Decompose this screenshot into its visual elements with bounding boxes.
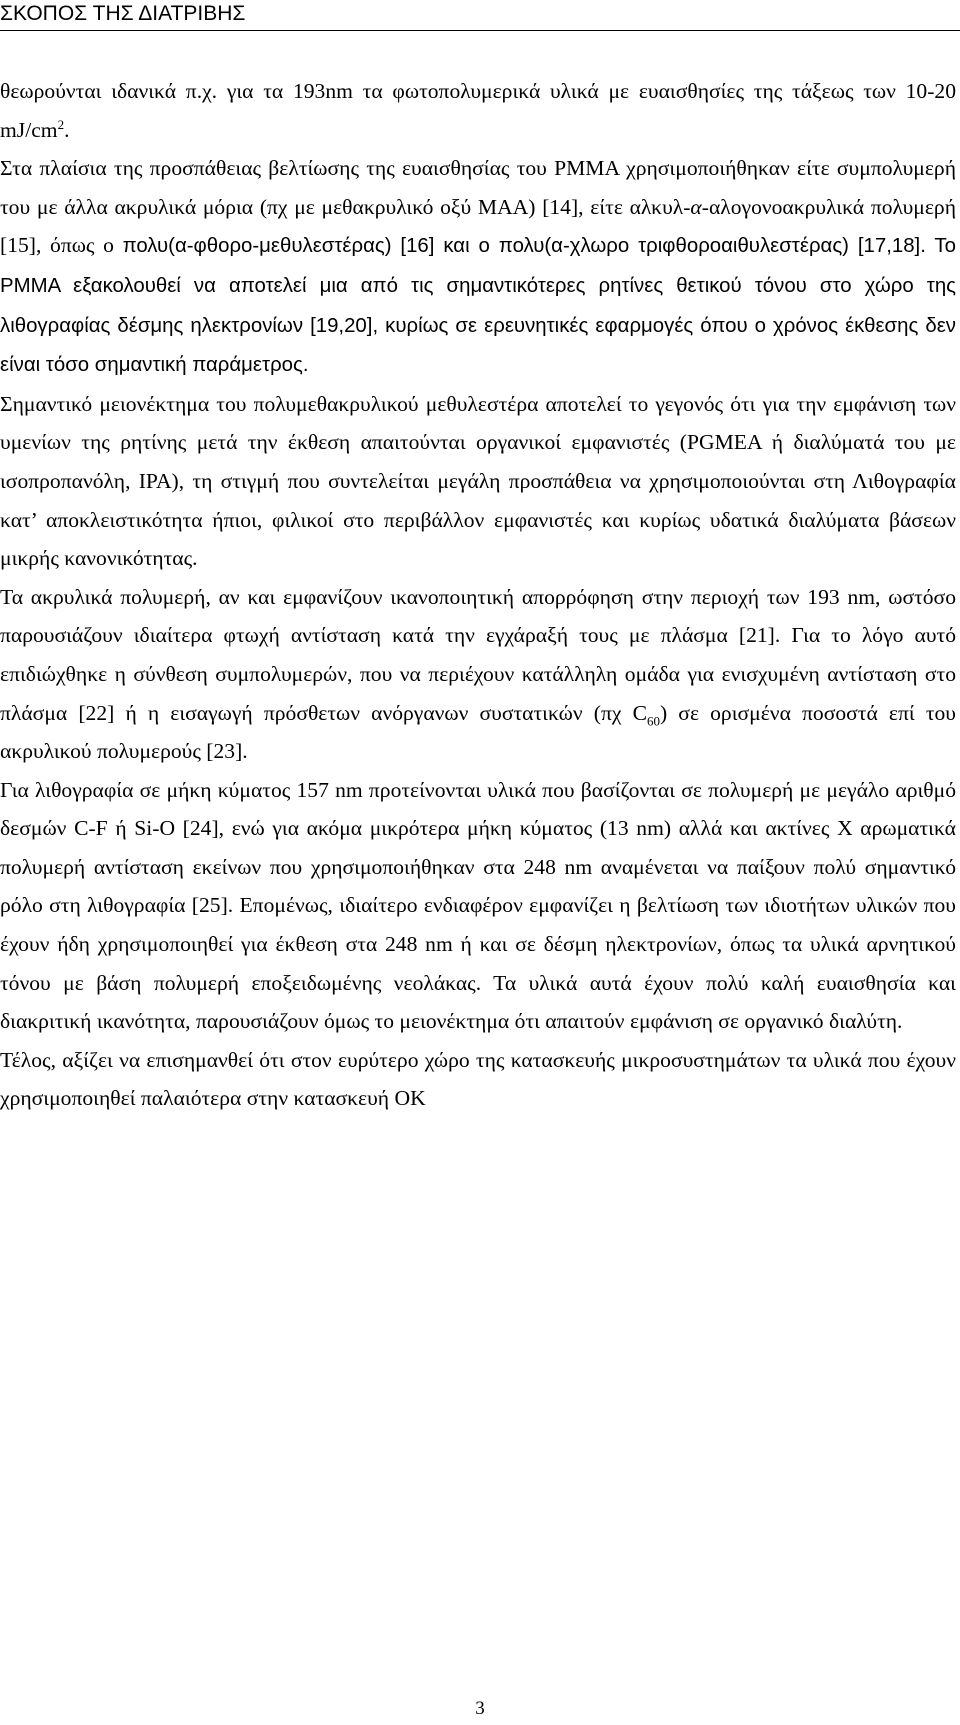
header-rule — [0, 30, 960, 31]
paragraph-2 — [0, 149, 956, 385]
paragraph-3 — [0, 385, 956, 578]
paragraph-4-end: ) σε ορισμένα ποσοστά επί του ακρυλικού πολυμερούς [23]. — [0, 700, 956, 764]
header-title: ΣΚΟΠΟΣ ΤΗΣ ΔΙΑΤΡΙΒΗΣ — [0, 2, 246, 25]
alpha-symbol: α — [690, 194, 702, 219]
paragraph-4 — [0, 578, 956, 771]
paragraph-2-sans-text: πολυ(α-φθορο-μεθυλεστέρας) [16] και ο πολυ(α-χλωρο τριφθοροαιθυλεστέρας) [17,18]. Το PMMA εξακολουθεί να αποτελεί μια από τις σημαντικότερες ρητίνες θετικού τόνου στο χώρο της λιθογραφίας δέσμης ηλεκτρονίων [19,20], κυρίως σε ερευνητικές εφαρμογές όπου ο χρόνος έκθεσης δεν είναι τόσο σημαντική παράμετρος. — [0, 235, 956, 377]
paragraph-6-text: Τέλος, αξίζει να επισημανθεί ότι στον ευρύτερο χώρο της κατασκευής μικροσυστημάτων τα υλικά που έχουν χρησιμοποιηθεί παλαιότερα στην κατασκευή ΟΚ — [0, 1047, 956, 1111]
page-number: 3 — [475, 1698, 485, 1719]
paragraph-4-text: Τα ακρυλικά πολυμερή, αν και εμφανίζουν ικανοποιητική απορρόφηση στην περιοχή των 193 nm, ωστόσο παρουσιάζουν ιδιαίτερα φτωχή αντίσταση κατά την εγχάραξή τους με πλάσμα [21]. Για το λόγο αυτό επιδιώχθηκε η σύνθεση συμπολυμερών, που να περιέχουν κατάλληλη ομάδα για ενισχυμένη αντίσταση στο πλάσμα [22] ή η εισαγωγή πρόσθετων ανόργανων συστατικών (πχ C — [0, 584, 956, 725]
paragraph-2-text-b: -αλογονοακρυλικά πολυμερή [15], όπως ο — [0, 194, 957, 258]
paragraph-5-text: Για λιθογραφία σε μήκη κύματος 157 nm προτείνονται υλικά που βασίζονται σε πολυμερή με μεγάλο αριθμό δεσμών C-F ή Si-O [24], ενώ για ακόμα μικρότερα μήκη κύματος (13 nm) αλλά και ακτίνες Χ αρωματικά πολυμερή αντίσταση εκείνων που χρησιμοποιήθηκαν στα 248 nm αναμένεται να παίξουν πολύ σημαντικό ρόλο στη λιθογραφία [25]. Επομένως, ιδιαίτερο ενδιαφέρον εμφανίζει η βελτίωση των ιδιοτήτων υλικών που έχουν ήδη χρησιμοποιηθεί για έκθεση στα 248 nm ή και σε δέσμη ηλεκτρονίων, όπως τα υλικά αρνητικού τόνου με βάση πολυμερή εποξειδωμένης νεολάκας. Τα υλικά αυτά έχουν πολύ καλή ευαισθησία και διακριτική ικανότητα, παρουσιάζουν όμως το μειονέκτημα ότι απαιτούν εμφάνιση σε οργανικό διαλύτη. — [0, 777, 956, 1034]
subscript-60: 60 — [646, 712, 660, 728]
paragraph-1-end: . — [64, 117, 70, 142]
paragraph-1 — [0, 72, 956, 149]
paragraph-2-text: Στα πλαίσια της προσπάθειας βελτίωσης της ευαισθησίας του PMMA χρησιμοποιήθηκαν είτε συμπολυμερή του με άλλα ακρυλικά μόρια (πχ με μεθακρυλικό οξύ MAA) [14], είτε αλκυλ- — [0, 156, 956, 219]
paragraph-3-text: Σημαντικό μειονέκτημα του πολυμεθακρυλικού μεθυλεστέρα αποτελεί το γεγονός ότι για την εμφάνιση των υμενίων της ρητίνης μετά την έκθεση απαιτούνται οργανικοί εμφανιστές (PGMEA ή διαλύματά του με ισοπροπανόλη, IPA), τη στιγμή που συντελείται μεγάλη προσπάθεια να χρησιμοποιούνται στη Λιθογραφία κατ’ αποκλειστικότητα ήπιοι, φιλικοί στο περιβάλλον εμφανιστές και κυρίως υδατικά διαλύματα βάσεων μικρής κανονικότητας. — [0, 391, 956, 571]
body-text — [0, 72, 956, 1118]
paragraph-6 — [0, 1041, 956, 1118]
paragraph-1-text: θεωρούνται ιδανικά π.χ. για τα 193nm τα φωτοπολυμερικά υλικά με ευαισθησίες της τάξεως των 10-20 mJ/cm — [0, 79, 956, 142]
superscript-2: 2 — [57, 116, 65, 132]
paragraph-5 — [0, 771, 956, 1041]
running-header — [0, 2, 960, 26]
